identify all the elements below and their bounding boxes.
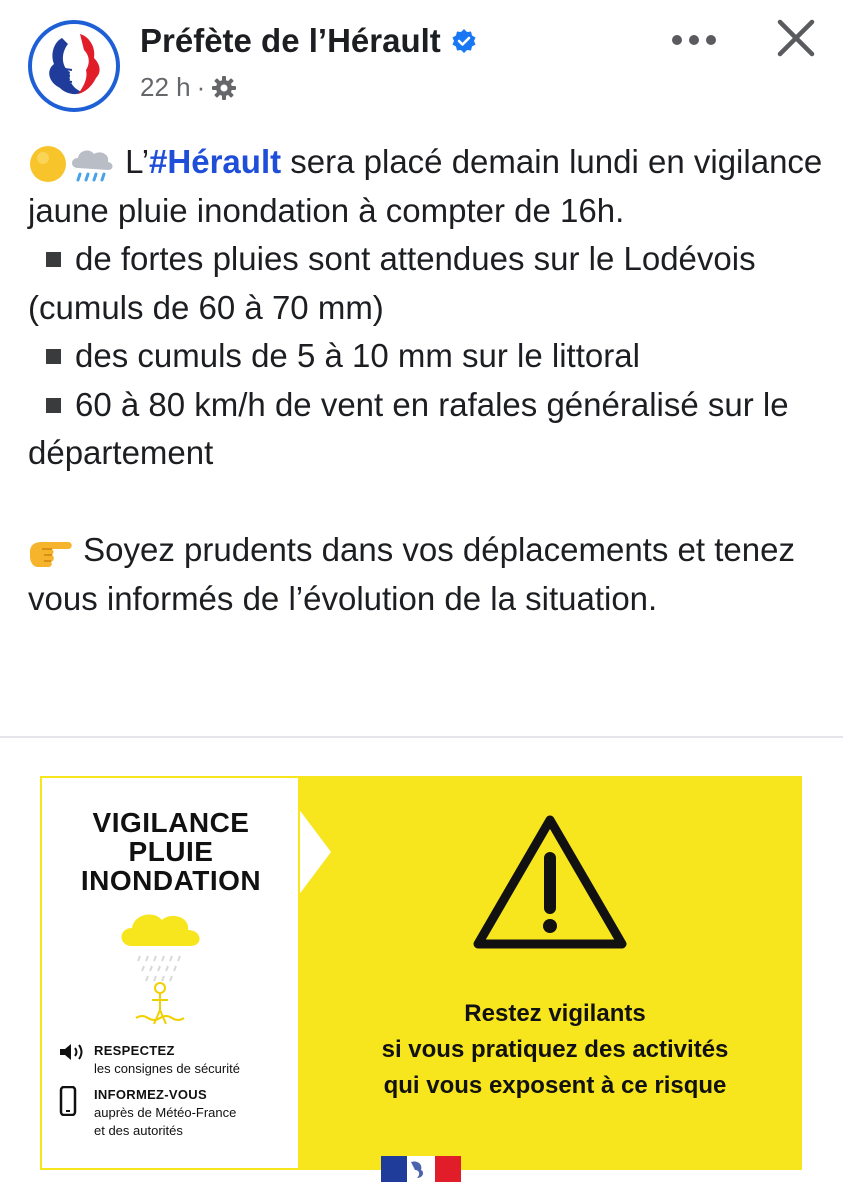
- marianne-logo: [381, 1156, 461, 1182]
- instruction1-title: RESPECTEZ: [94, 1043, 175, 1058]
- bullet-square-icon: [46, 349, 61, 364]
- hashtag-link[interactable]: #Hérault: [149, 143, 282, 180]
- page-avatar[interactable]: [28, 20, 120, 112]
- more-options-icon: [671, 34, 717, 46]
- bullet-text: 60 à 80 km/h de vent en rafales généralisé sur le département: [28, 385, 789, 471]
- bullet-square-icon: [46, 398, 61, 413]
- instruction2-line1: auprès de Météo-France: [94, 1105, 237, 1120]
- blank-line: [28, 478, 828, 527]
- vigilance-image-card[interactable]: [40, 776, 802, 1170]
- post-header: [0, 0, 843, 125]
- instruction-respect: [58, 1042, 240, 1076]
- bullet-item: [28, 381, 828, 478]
- instruction2-title: INFORMEZ-VOUS: [94, 1087, 207, 1102]
- bullet-square-icon: [46, 252, 61, 267]
- bullet-item: [28, 332, 828, 381]
- post-paragraph-1: [28, 138, 828, 235]
- settings-gear-icon[interactable]: [211, 75, 237, 101]
- instruction2-line2: et des autorités: [94, 1123, 183, 1138]
- bullet-text: de fortes pluies sont attendues sur le Lodévois (cumuls de 60 à 70 mm): [28, 240, 756, 326]
- warning-triangle-icon: [470, 812, 630, 952]
- warning-message: [295, 996, 815, 1104]
- rain-cloud-emoji-icon: [68, 144, 116, 184]
- instruction-inform: [58, 1086, 237, 1138]
- instruction1-text: les consignes de sécurité: [94, 1061, 240, 1076]
- post-text: [28, 138, 828, 623]
- warning-line: qui vous exposent à ce risque: [383, 1072, 727, 1099]
- warning-line: si vous pratiquez des activités: [381, 1036, 729, 1063]
- vigilance-title: [40, 808, 302, 895]
- more-options-button[interactable]: [668, 22, 720, 58]
- post-time[interactable]: 22 h: [140, 72, 191, 102]
- bullet-text: des cumuls de 5 à 10 mm sur le littoral: [75, 337, 640, 374]
- sun-emoji-icon: [28, 144, 68, 184]
- paragraph1-body: sera placé demain lundi en vigilance jaune pluie inondation à compter de 16h.: [28, 143, 823, 229]
- post-meta: [140, 72, 237, 103]
- title-line: INONDATION: [80, 865, 262, 896]
- warning-line: Restez vigilants: [464, 1000, 646, 1027]
- verified-icon: [451, 28, 477, 54]
- rain-flood-illustration-icon: [114, 906, 210, 1034]
- bullet-item: [28, 235, 828, 332]
- title-line: PLUIE: [128, 836, 214, 867]
- page-name-row: [140, 22, 477, 60]
- content-divider: [0, 736, 843, 738]
- title-line: VIGILANCE: [92, 807, 250, 838]
- page-name[interactable]: Préfète de l’Hérault: [140, 22, 441, 59]
- post-paragraph-2: [28, 526, 828, 623]
- marianne-avatar-logo: [32, 24, 116, 108]
- pointing-hand-emoji-icon: [28, 534, 74, 570]
- paragraph1-prefix: L’: [125, 143, 150, 180]
- close-icon: [776, 18, 816, 58]
- meta-separator: ·: [196, 72, 206, 102]
- close-button[interactable]: [770, 12, 822, 64]
- speaker-icon: [58, 1042, 86, 1062]
- phone-icon: [58, 1086, 78, 1116]
- paragraph2-text: Soyez prudents dans vos déplacements et tenez vous informés de l’évolution de la situation.: [28, 531, 795, 617]
